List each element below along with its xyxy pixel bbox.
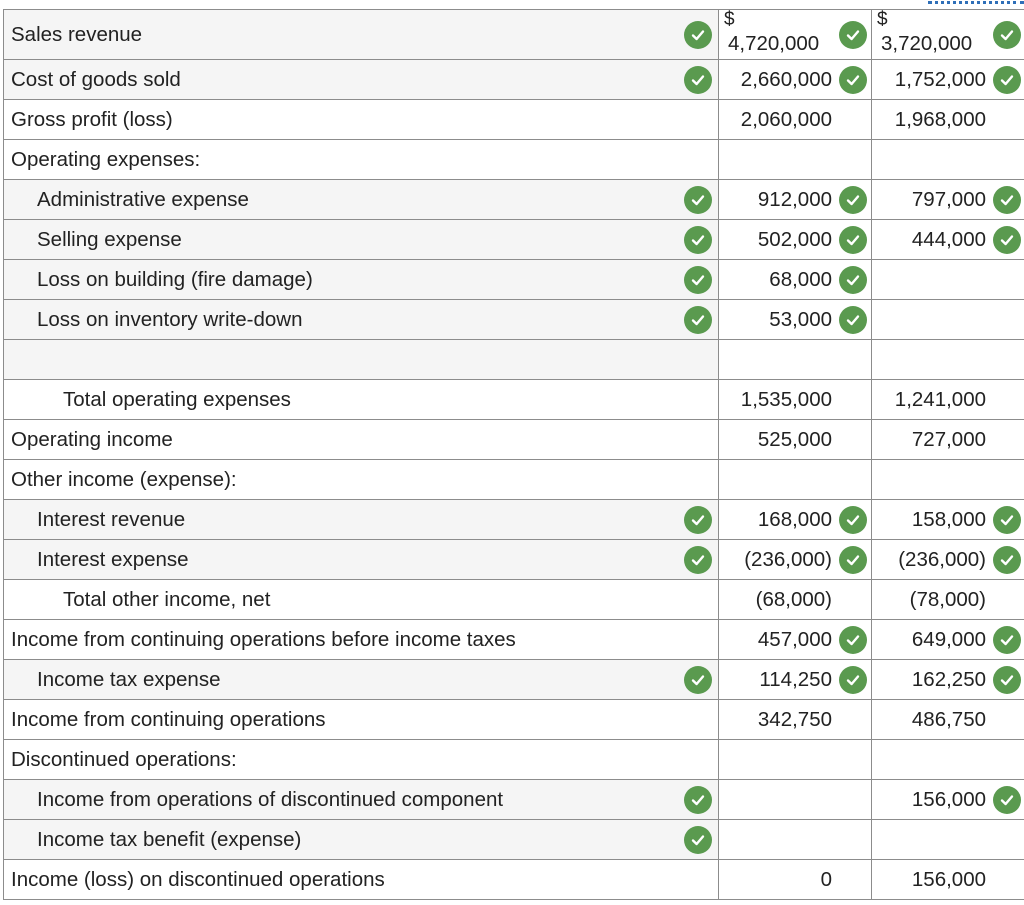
prior-year-cell[interactable] bbox=[871, 740, 1024, 779]
row-label-cell bbox=[4, 500, 718, 539]
amount-check-icon bbox=[839, 226, 867, 254]
check-glyph bbox=[689, 26, 707, 44]
row-label-cell bbox=[4, 820, 718, 859]
prior-year-cell[interactable] bbox=[871, 500, 1024, 539]
check-glyph bbox=[689, 791, 707, 809]
row-label: Interest expense bbox=[37, 547, 189, 571]
account-check-icon bbox=[684, 226, 712, 254]
statement-row bbox=[3, 380, 1024, 420]
statement-row bbox=[3, 60, 1024, 100]
amount-value: 649,000 bbox=[911, 627, 986, 651]
check-glyph bbox=[689, 551, 707, 569]
current-year-cell[interactable] bbox=[718, 340, 872, 379]
check-glyph bbox=[844, 271, 862, 289]
current-year-cell[interactable] bbox=[718, 300, 872, 339]
amount-value: 1,968,000 bbox=[894, 107, 986, 131]
amount-check-icon bbox=[839, 66, 867, 94]
prior-year-cell[interactable] bbox=[871, 100, 1024, 139]
row-label-cell bbox=[4, 300, 718, 339]
row-label: Operating expenses: bbox=[11, 147, 201, 171]
row-label-cell bbox=[4, 700, 718, 739]
amount-value: 444,000 bbox=[911, 227, 986, 251]
row-label-cell bbox=[4, 540, 718, 579]
row-label-cell bbox=[4, 580, 718, 619]
account-check-icon bbox=[684, 66, 712, 94]
amount-check-icon bbox=[839, 506, 867, 534]
amount-value: 912,000 bbox=[757, 187, 832, 211]
prior-year-cell[interactable] bbox=[871, 540, 1024, 579]
account-check-icon bbox=[684, 826, 712, 854]
row-label-cell bbox=[4, 340, 718, 379]
amount-value: 53,000 bbox=[769, 307, 832, 331]
amount-check-icon bbox=[839, 306, 867, 334]
amount-value: 68,000 bbox=[769, 267, 832, 291]
row-label-cell bbox=[4, 60, 718, 99]
prior-year-cell[interactable] bbox=[871, 340, 1024, 379]
row-label: Gross profit (loss) bbox=[11, 107, 173, 131]
current-year-cell[interactable] bbox=[718, 620, 872, 659]
amount-value: 0 bbox=[820, 867, 832, 891]
check-glyph bbox=[998, 71, 1016, 89]
amount-value: 342,750 bbox=[757, 707, 832, 731]
amount-value: 162,250 bbox=[911, 667, 986, 691]
check-glyph bbox=[844, 71, 862, 89]
check-glyph bbox=[844, 671, 862, 689]
statement-row bbox=[3, 10, 1024, 60]
statement-row bbox=[3, 660, 1024, 700]
current-year-cell[interactable] bbox=[718, 220, 872, 259]
amount-value: 3,720,000 bbox=[881, 32, 973, 55]
current-year-cell[interactable] bbox=[718, 580, 872, 619]
prior-year-cell[interactable] bbox=[871, 660, 1024, 699]
amount-check-icon bbox=[839, 21, 867, 49]
prior-year-cell[interactable] bbox=[871, 260, 1024, 299]
amount-value: (78,000) bbox=[909, 587, 986, 611]
check-glyph bbox=[689, 511, 707, 529]
current-year-cell[interactable] bbox=[718, 540, 872, 579]
check-glyph bbox=[689, 671, 707, 689]
statement-row bbox=[3, 580, 1024, 620]
check-glyph bbox=[844, 511, 862, 529]
statement-row bbox=[3, 300, 1024, 340]
amount-value: 158,000 bbox=[911, 507, 986, 531]
check-glyph bbox=[998, 791, 1016, 809]
check-glyph bbox=[844, 26, 862, 44]
prior-year-cell[interactable] bbox=[871, 10, 1024, 59]
statement-row bbox=[3, 260, 1024, 300]
current-year-cell[interactable] bbox=[718, 780, 872, 819]
row-label: Interest revenue bbox=[37, 507, 186, 531]
account-check-icon bbox=[684, 306, 712, 334]
row-label: Cost of goods sold bbox=[11, 67, 181, 91]
amount-value: 1,535,000 bbox=[740, 387, 832, 411]
check-glyph bbox=[689, 71, 707, 89]
amount-check-icon bbox=[839, 266, 867, 294]
amount-check-icon bbox=[993, 786, 1021, 814]
amount-value: (236,000) bbox=[898, 547, 986, 571]
amount-value: 727,000 bbox=[911, 427, 986, 451]
check-glyph bbox=[998, 511, 1016, 529]
current-year-cell[interactable] bbox=[718, 60, 872, 99]
prior-year-cell[interactable] bbox=[871, 380, 1024, 419]
row-label: Income (loss) on discontinued operations bbox=[11, 867, 385, 891]
statement-row bbox=[3, 100, 1024, 140]
row-label: Income from operations of discontinued component bbox=[37, 787, 504, 811]
row-label-cell bbox=[4, 780, 718, 819]
row-label: Income tax expense bbox=[37, 667, 221, 691]
row-label-cell bbox=[4, 180, 718, 219]
row-label: Income from continuing operations before income taxes bbox=[11, 627, 516, 651]
check-glyph bbox=[689, 231, 707, 249]
current-year-cell[interactable] bbox=[718, 460, 872, 499]
statement-row bbox=[3, 620, 1024, 660]
check-glyph bbox=[844, 191, 862, 209]
row-label: Loss on building (fire damage) bbox=[37, 267, 313, 291]
prior-year-cell[interactable] bbox=[871, 780, 1024, 819]
prior-year-cell[interactable] bbox=[871, 620, 1024, 659]
amount-check-icon bbox=[993, 226, 1021, 254]
row-label: Sales revenue bbox=[11, 22, 143, 46]
account-check-icon bbox=[684, 506, 712, 534]
account-check-icon bbox=[684, 546, 712, 574]
amount-check-icon bbox=[993, 66, 1021, 94]
row-label: Income from continuing operations bbox=[11, 707, 326, 731]
dollar-sign: $ bbox=[724, 9, 735, 30]
check-glyph bbox=[998, 26, 1016, 44]
current-year-cell[interactable] bbox=[718, 100, 872, 139]
amount-value: 156,000 bbox=[911, 787, 986, 811]
row-label: Other income (expense): bbox=[11, 467, 237, 491]
row-label-cell bbox=[4, 660, 718, 699]
amount-check-icon bbox=[993, 506, 1021, 534]
statement-row bbox=[3, 820, 1024, 860]
prior-year-cell[interactable] bbox=[871, 140, 1024, 179]
amount-value: (68,000) bbox=[755, 587, 832, 611]
prior-year-cell[interactable] bbox=[871, 460, 1024, 499]
check-glyph bbox=[689, 311, 707, 329]
current-year-cell[interactable] bbox=[718, 660, 872, 699]
amount-value: 502,000 bbox=[757, 227, 832, 251]
statement-row bbox=[3, 220, 1024, 260]
account-check-icon bbox=[684, 21, 712, 49]
current-year-cell[interactable] bbox=[718, 500, 872, 539]
statement-row bbox=[3, 180, 1024, 220]
current-year-cell[interactable] bbox=[718, 140, 872, 179]
row-label: Loss on inventory write-down bbox=[37, 307, 303, 331]
statement-row bbox=[3, 500, 1024, 540]
prior-year-cell[interactable] bbox=[871, 420, 1024, 459]
row-label-cell bbox=[4, 740, 718, 779]
current-year-cell[interactable] bbox=[718, 380, 872, 419]
current-year-cell[interactable] bbox=[718, 180, 872, 219]
amount-value: 525,000 bbox=[757, 427, 832, 451]
check-glyph bbox=[844, 311, 862, 329]
prior-year-cell[interactable] bbox=[871, 300, 1024, 339]
current-year-cell[interactable] bbox=[718, 260, 872, 299]
amount-value: 2,660,000 bbox=[740, 67, 832, 91]
current-year-cell[interactable] bbox=[718, 700, 872, 739]
check-glyph bbox=[998, 191, 1016, 209]
row-label: Selling expense bbox=[37, 227, 182, 251]
statement-row bbox=[3, 420, 1024, 460]
amount-value: 2,060,000 bbox=[740, 107, 832, 131]
amount-value: 168,000 bbox=[757, 507, 832, 531]
statement-row bbox=[3, 340, 1024, 380]
amount-check-icon bbox=[993, 626, 1021, 654]
row-label-cell bbox=[4, 620, 718, 659]
current-year-cell[interactable] bbox=[718, 860, 872, 899]
prior-year-cell[interactable] bbox=[871, 180, 1024, 219]
income-statement-table bbox=[3, 9, 1024, 900]
amount-value: 457,000 bbox=[757, 627, 832, 651]
check-glyph bbox=[998, 671, 1016, 689]
prior-year-cell[interactable] bbox=[871, 860, 1024, 899]
current-year-cell[interactable] bbox=[718, 10, 872, 59]
row-label-cell bbox=[4, 460, 718, 499]
check-glyph bbox=[844, 631, 862, 649]
amount-check-icon bbox=[993, 546, 1021, 574]
amount-check-icon bbox=[839, 546, 867, 574]
statement-row bbox=[3, 700, 1024, 740]
statement-row bbox=[3, 460, 1024, 500]
amount-check-icon bbox=[993, 186, 1021, 214]
amount-value: 797,000 bbox=[911, 187, 986, 211]
prior-year-cell[interactable] bbox=[871, 220, 1024, 259]
account-check-icon bbox=[684, 786, 712, 814]
account-check-icon bbox=[684, 666, 712, 694]
prior-year-cell[interactable] bbox=[871, 700, 1024, 739]
row-label: Operating income bbox=[11, 427, 173, 451]
statement-row bbox=[3, 140, 1024, 180]
statement-row bbox=[3, 860, 1024, 900]
amount-check-icon bbox=[993, 21, 1021, 49]
prior-year-cell[interactable] bbox=[871, 820, 1024, 859]
row-label-cell bbox=[4, 140, 718, 179]
row-label: Total operating expenses bbox=[63, 387, 291, 411]
current-year-cell[interactable] bbox=[718, 740, 872, 779]
row-label: Discontinued operations: bbox=[11, 747, 237, 771]
row-label-cell bbox=[4, 260, 718, 299]
amount-check-icon bbox=[839, 666, 867, 694]
check-glyph bbox=[689, 191, 707, 209]
row-label-cell bbox=[4, 380, 718, 419]
row-label: Administrative expense bbox=[37, 187, 249, 211]
account-check-icon bbox=[684, 186, 712, 214]
statement-row bbox=[3, 740, 1024, 780]
check-glyph bbox=[998, 551, 1016, 569]
check-glyph bbox=[844, 231, 862, 249]
account-check-icon bbox=[684, 266, 712, 294]
statement-row bbox=[3, 540, 1024, 580]
amount-value: 156,000 bbox=[911, 867, 986, 891]
current-year-cell[interactable] bbox=[718, 820, 872, 859]
prior-year-cell[interactable] bbox=[871, 60, 1024, 99]
amount-value: 1,241,000 bbox=[894, 387, 986, 411]
amount-value: 1,752,000 bbox=[894, 67, 986, 91]
prior-year-cell[interactable] bbox=[871, 580, 1024, 619]
amount-check-icon bbox=[839, 626, 867, 654]
row-label: Income tax benefit (expense) bbox=[37, 827, 302, 851]
amount-value: (236,000) bbox=[744, 547, 832, 571]
row-label: Total other income, net bbox=[63, 587, 271, 611]
amount-value: 114,250 bbox=[759, 667, 832, 691]
top-dotted-border bbox=[928, 1, 1024, 4]
dollar-sign: $ bbox=[877, 9, 888, 30]
row-label-cell bbox=[4, 100, 718, 139]
row-label-cell bbox=[4, 860, 718, 899]
check-glyph bbox=[689, 271, 707, 289]
check-glyph bbox=[998, 631, 1016, 649]
amount-check-icon bbox=[993, 666, 1021, 694]
statement-row bbox=[3, 780, 1024, 820]
row-label-cell bbox=[4, 220, 718, 259]
check-glyph bbox=[689, 831, 707, 849]
amount-check-icon bbox=[839, 186, 867, 214]
amount-value: 486,750 bbox=[911, 707, 986, 731]
row-label-cell bbox=[4, 420, 718, 459]
current-year-cell[interactable] bbox=[718, 420, 872, 459]
amount-value: 4,720,000 bbox=[728, 32, 820, 55]
check-glyph bbox=[998, 231, 1016, 249]
check-glyph bbox=[844, 551, 862, 569]
row-label-cell bbox=[4, 10, 718, 59]
